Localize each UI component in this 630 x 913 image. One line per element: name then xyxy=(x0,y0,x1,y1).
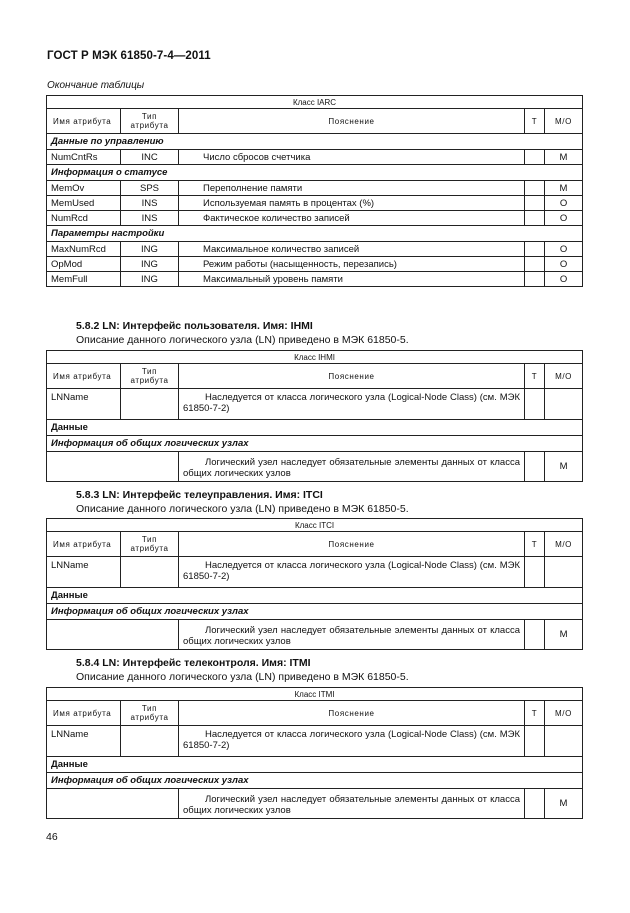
table-row xyxy=(47,196,583,211)
attr-t xyxy=(525,726,545,757)
attr-explanation xyxy=(179,620,525,650)
iarc-class-table-wrapper xyxy=(46,95,582,287)
section-description: Описание данного логического узла (LN) приведено в МЭК 61850-5. xyxy=(76,334,409,346)
document-header-title: ГОСТ Р МЭК 61850-7-4—2011 xyxy=(47,50,211,62)
attr-t xyxy=(525,272,545,287)
class-label: Класс IARC xyxy=(47,96,583,109)
attr-t xyxy=(525,181,545,196)
inherit-text: Логический узел наследует обязательные элементы данных от класса общих логических узлов xyxy=(183,456,520,479)
col-header-mo: М/О xyxy=(545,532,583,557)
attr-t xyxy=(525,620,545,650)
attr-type: SPS xyxy=(121,181,179,196)
class-label: Класс IHMI xyxy=(47,351,583,364)
table-row xyxy=(47,389,583,420)
attr-type xyxy=(121,726,179,757)
attr-mo xyxy=(545,557,583,588)
table-row xyxy=(47,726,583,757)
col-header-t: Т xyxy=(525,364,545,389)
attr-t xyxy=(525,150,545,165)
attr-name: NumRcd xyxy=(47,211,121,226)
attr-explanation: Число сбросов счетчика xyxy=(179,150,525,165)
attr-t xyxy=(525,196,545,211)
attr-type: ING xyxy=(121,257,179,272)
attr-explanation xyxy=(179,789,525,819)
ihmi-class-table xyxy=(46,350,583,482)
table-row xyxy=(47,452,583,482)
itmi-class-table-wrapper xyxy=(46,687,582,819)
col-header-type: Тип атрибута xyxy=(121,109,179,134)
attr-name xyxy=(47,789,179,819)
attr-type: INC xyxy=(121,150,179,165)
col-header-type: Тип атрибута xyxy=(121,364,179,389)
attr-t xyxy=(525,452,545,482)
col-header-t: Т xyxy=(525,701,545,726)
attr-type: ING xyxy=(121,272,179,287)
itci-class-table xyxy=(46,518,583,650)
attr-t xyxy=(525,211,545,226)
col-header-name: Имя атрибута xyxy=(47,532,121,557)
attr-type: ING xyxy=(121,242,179,257)
table-row xyxy=(47,150,583,165)
attr-explanation: Максимальное количество записей xyxy=(179,242,525,257)
class-label: Класс ITCI xyxy=(47,519,583,532)
data-label: Данные xyxy=(47,420,583,436)
col-header-mo: М/О xyxy=(545,364,583,389)
col-header-explanation: Пояснение xyxy=(179,532,525,557)
col-header-name: Имя атрибута xyxy=(47,364,121,389)
attr-type xyxy=(121,389,179,420)
attr-mo: O xyxy=(545,242,583,257)
attr-name: LNName xyxy=(47,389,121,420)
attr-t xyxy=(525,389,545,420)
table-row xyxy=(47,211,583,226)
attr-name xyxy=(47,620,179,650)
attr-explanation xyxy=(179,389,525,420)
attr-mo: M xyxy=(545,789,583,819)
attr-name: NumCntRs xyxy=(47,150,121,165)
attr-mo xyxy=(545,389,583,420)
section-heading: 5.8.4 LN: Интерфейс телеконтроля. Имя: ITMI xyxy=(76,657,311,669)
attr-t xyxy=(525,257,545,272)
lnname-explanation-text: Наследуется от класса логического узла (Logical-Node Class) (см. МЭК 61850-7-2) xyxy=(183,392,520,414)
attr-mo: O xyxy=(545,211,583,226)
col-header-mo: М/О xyxy=(545,701,583,726)
class-label: Класс ITMI xyxy=(47,688,583,701)
common-info-label: Информация об общих логических узлах xyxy=(47,604,583,620)
group-title: Данные по управлению xyxy=(47,134,583,150)
col-header-explanation: Пояснение xyxy=(179,364,525,389)
table-continuation-caption: Окончание таблицы xyxy=(47,80,145,91)
common-info-label: Информация об общих логических узлах xyxy=(47,436,583,452)
attr-mo: M xyxy=(545,620,583,650)
table-row xyxy=(47,272,583,287)
group-title: Информация о статусе xyxy=(47,165,583,181)
page-number: 46 xyxy=(46,831,58,843)
attr-explanation xyxy=(179,557,525,588)
table-row xyxy=(47,789,583,819)
table-row xyxy=(47,181,583,196)
table-row xyxy=(47,620,583,650)
common-info-label: Информация об общих логических узлах xyxy=(47,773,583,789)
section-description: Описание данного логического узла (LN) приведено в МЭК 61850-5. xyxy=(76,503,409,515)
attr-name: MaxNumRcd xyxy=(47,242,121,257)
attr-name: MemUsed xyxy=(47,196,121,211)
col-header-explanation: Пояснение xyxy=(179,109,525,134)
attr-mo: O xyxy=(545,257,583,272)
table-row xyxy=(47,242,583,257)
attr-t xyxy=(525,789,545,819)
attr-t xyxy=(525,557,545,588)
attr-type: INS xyxy=(121,211,179,226)
col-header-name: Имя атрибута xyxy=(47,701,121,726)
section-description: Описание данного логического узла (LN) приведено в МЭК 61850-5. xyxy=(76,671,409,683)
section-heading: 5.8.2 LN: Интерфейс пользователя. Имя: IHMI xyxy=(76,320,313,332)
attr-name: LNName xyxy=(47,557,121,588)
attr-type xyxy=(121,557,179,588)
iarc-class-table xyxy=(46,95,583,287)
col-header-t: Т xyxy=(525,532,545,557)
attr-explanation xyxy=(179,452,525,482)
table-row xyxy=(47,257,583,272)
section-heading: 5.8.3 LN: Интерфейс телеуправления. Имя: ITCI xyxy=(76,489,323,501)
group-title: Параметры настройки xyxy=(47,226,583,242)
attr-explanation: Режим работы (насыщенность, перезапись) xyxy=(179,257,525,272)
attr-mo: O xyxy=(545,196,583,211)
col-header-name: Имя атрибута xyxy=(47,109,121,134)
col-header-explanation: Пояснение xyxy=(179,701,525,726)
attr-mo xyxy=(545,726,583,757)
attr-t xyxy=(525,242,545,257)
attr-explanation: Переполнение памяти xyxy=(179,181,525,196)
ihmi-class-table-wrapper xyxy=(46,350,582,482)
attr-mo: M xyxy=(545,452,583,482)
col-header-type: Тип атрибута xyxy=(121,532,179,557)
attr-type: INS xyxy=(121,196,179,211)
attr-explanation: Фактическое количество записей xyxy=(179,211,525,226)
attr-name: MemOv xyxy=(47,181,121,196)
attr-name: MemFull xyxy=(47,272,121,287)
table-row xyxy=(47,557,583,588)
lnname-explanation-text: Наследуется от класса логического узла (Logical-Node Class) (см. МЭК 61850-7-2) xyxy=(183,729,520,751)
attr-name xyxy=(47,452,179,482)
itci-class-table-wrapper xyxy=(46,518,582,650)
col-header-mo: М/О xyxy=(545,109,583,134)
data-label: Данные xyxy=(47,757,583,773)
attr-mo: O xyxy=(545,272,583,287)
inherit-text: Логический узел наследует обязательные элементы данных от класса общих логических узлов xyxy=(183,793,520,816)
attr-explanation: Максимальный уровень памяти xyxy=(179,272,525,287)
itmi-class-table xyxy=(46,687,583,819)
attr-name: LNName xyxy=(47,726,121,757)
inherit-text: Логический узел наследует обязательные элементы данных от класса общих логических узлов xyxy=(183,624,520,647)
col-header-type: Тип атрибута xyxy=(121,701,179,726)
attr-explanation: Используемая память в процентах (%) xyxy=(179,196,525,211)
attr-explanation xyxy=(179,726,525,757)
attr-name: OpMod xyxy=(47,257,121,272)
attr-mo: M xyxy=(545,181,583,196)
attr-mo: M xyxy=(545,150,583,165)
data-label: Данные xyxy=(47,588,583,604)
col-header-t: Т xyxy=(525,109,545,134)
lnname-explanation-text: Наследуется от класса логического узла (Logical-Node Class) (см. МЭК 61850-7-2) xyxy=(183,560,520,582)
